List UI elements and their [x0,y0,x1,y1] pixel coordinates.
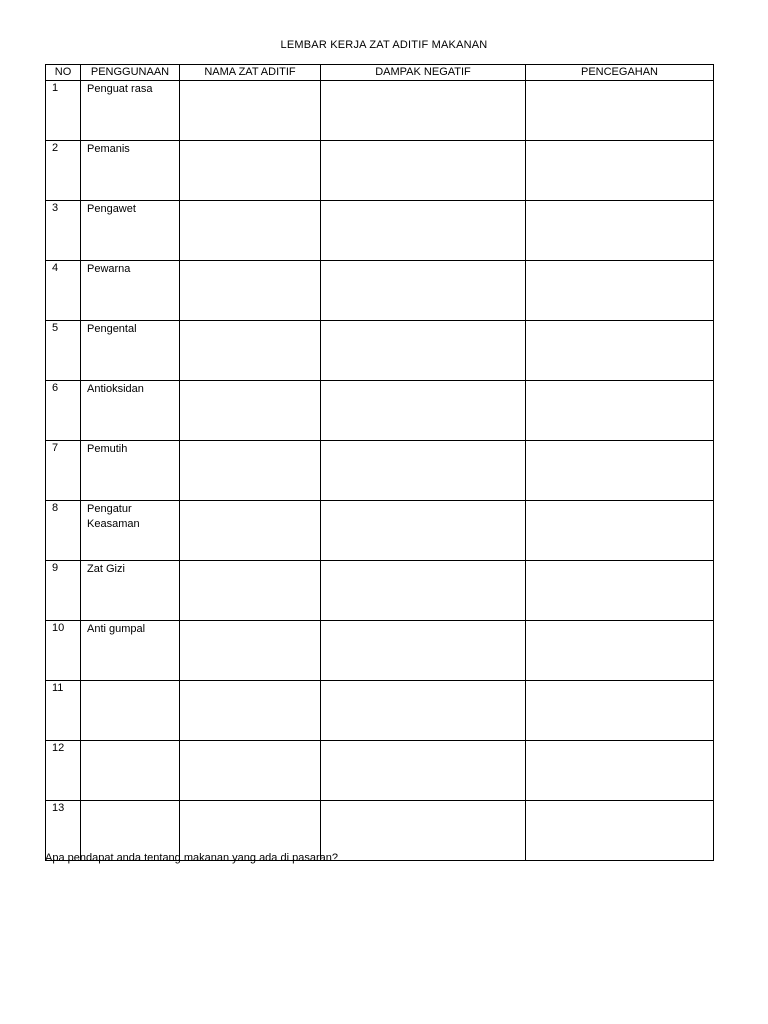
row-number: 13 [46,801,81,861]
header-no: NO [46,65,81,81]
row-negative-impact-cell[interactable] [321,681,526,741]
row-prevention-cell[interactable] [526,561,714,621]
row-additive-name-cell[interactable] [180,561,321,621]
row-usage-cell[interactable] [81,681,180,741]
row-prevention-cell[interactable] [526,381,714,441]
table-row [46,441,714,501]
table-row [46,381,714,441]
row-usage: Zat Gizi [81,561,180,621]
table-row [46,81,714,141]
row-usage: Pemutih [81,441,180,501]
row-number: 11 [46,681,81,741]
row-additive-name-cell[interactable] [180,261,321,321]
row-negative-impact-cell[interactable] [321,801,526,861]
row-number: 4 [46,261,81,321]
row-usage: Pengatur Keasaman [81,501,180,561]
closing-question: Apa pendapat anda tentang makanan yang ada di pasaran? [45,852,338,864]
row-usage: Pewarna [81,261,180,321]
row-prevention-cell[interactable] [526,621,714,681]
row-additive-name-cell[interactable] [180,381,321,441]
row-prevention-cell[interactable] [526,741,714,801]
additive-table [45,64,714,861]
row-prevention-cell[interactable] [526,201,714,261]
header-penggunaan: PENGGUNAAN [81,65,180,81]
row-additive-name-cell[interactable] [180,201,321,261]
table-row [46,501,714,561]
row-number: 2 [46,141,81,201]
row-negative-impact-cell[interactable] [321,261,526,321]
row-additive-name-cell[interactable] [180,501,321,561]
table-row [46,621,714,681]
row-negative-impact-cell[interactable] [321,81,526,141]
row-negative-impact-cell[interactable] [321,141,526,201]
row-negative-impact-cell[interactable] [321,501,526,561]
table-row [46,561,714,621]
row-usage: Anti gumpal [81,621,180,681]
row-negative-impact-cell[interactable] [321,381,526,441]
row-usage: Pengental [81,321,180,381]
header-nama-zat-aditif: NAMA ZAT ADITIF [180,65,321,81]
row-prevention-cell[interactable] [526,441,714,501]
row-usage-cell[interactable] [81,741,180,801]
row-negative-impact-cell[interactable] [321,621,526,681]
row-prevention-cell[interactable] [526,801,714,861]
row-prevention-cell[interactable] [526,681,714,741]
row-usage: Penguat rasa [81,81,180,141]
table-row [46,261,714,321]
row-prevention-cell[interactable] [526,321,714,381]
row-number: 8 [46,501,81,561]
header-pencegahan: PENCEGAHAN [526,65,714,81]
row-prevention-cell[interactable] [526,261,714,321]
table-row [46,201,714,261]
row-additive-name-cell[interactable] [180,621,321,681]
row-negative-impact-cell[interactable] [321,201,526,261]
row-number: 10 [46,621,81,681]
table-row [46,681,714,741]
header-dampak-negatif: DAMPAK NEGATIF [321,65,526,81]
table-row [46,321,714,381]
row-number: 9 [46,561,81,621]
table-header-row [46,65,714,81]
row-additive-name-cell[interactable] [180,81,321,141]
row-negative-impact-cell[interactable] [321,441,526,501]
row-prevention-cell[interactable] [526,81,714,141]
row-number: 5 [46,321,81,381]
row-number: 1 [46,81,81,141]
row-additive-name-cell[interactable] [180,141,321,201]
row-usage: Antioksidan [81,381,180,441]
table-row [46,741,714,801]
row-additive-name-cell[interactable] [180,441,321,501]
row-negative-impact-cell[interactable] [321,561,526,621]
row-number: 12 [46,741,81,801]
table-row [46,141,714,201]
row-usage: Pengawet [81,201,180,261]
row-negative-impact-cell[interactable] [321,321,526,381]
row-prevention-cell[interactable] [526,501,714,561]
row-additive-name-cell[interactable] [180,321,321,381]
worksheet-title: LEMBAR KERJA ZAT ADITIF MAKANAN [280,39,488,51]
row-number: 3 [46,201,81,261]
row-additive-name-cell[interactable] [180,741,321,801]
row-number: 6 [46,381,81,441]
row-additive-name-cell[interactable] [180,681,321,741]
row-prevention-cell[interactable] [526,141,714,201]
row-number: 7 [46,441,81,501]
row-usage: Pemanis [81,141,180,201]
row-negative-impact-cell[interactable] [321,741,526,801]
